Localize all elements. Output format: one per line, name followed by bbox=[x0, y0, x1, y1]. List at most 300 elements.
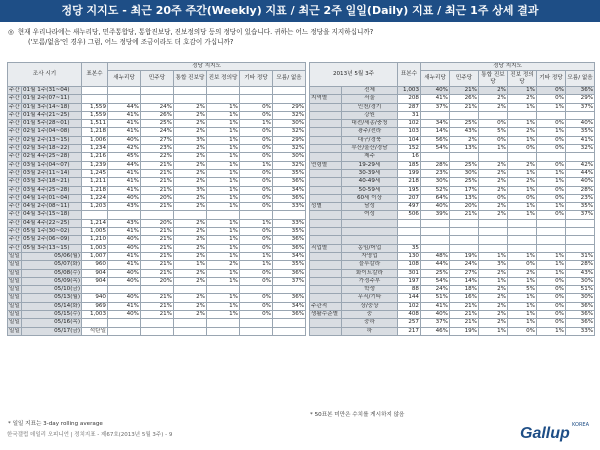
col-header: 모름/ 없음 bbox=[273, 71, 306, 87]
group-cell bbox=[310, 261, 342, 269]
value-cell: 0% bbox=[240, 153, 273, 161]
value-cell: 0% bbox=[537, 302, 566, 310]
party-group-header: 정당 지지도 bbox=[421, 63, 595, 71]
value-cell: 36% bbox=[273, 244, 306, 252]
value-cell: 2% bbox=[508, 95, 537, 103]
row-type-label: 주간 bbox=[9, 194, 20, 201]
value-cell: 34% bbox=[273, 302, 306, 310]
segment-cell: 서울 bbox=[342, 95, 398, 103]
value-cell bbox=[479, 153, 508, 161]
sample-cell: 497 bbox=[398, 203, 421, 211]
sample-cell: 1,214 bbox=[82, 219, 108, 227]
table-row bbox=[8, 186, 306, 194]
value-cell: 52% bbox=[421, 186, 450, 194]
value-cell: 41% bbox=[108, 228, 141, 236]
value-cell bbox=[108, 319, 141, 327]
value-cell: 1% bbox=[537, 103, 566, 111]
value-cell: 21% bbox=[141, 261, 174, 269]
value-cell: 37% bbox=[421, 103, 450, 111]
sample-cell: 1,211 bbox=[82, 178, 108, 186]
sample-cell: 217 bbox=[398, 327, 421, 335]
sample-cell: 1,218 bbox=[82, 128, 108, 136]
period-cell: 02월 2주(13~15) bbox=[22, 136, 82, 144]
col-header: 기타 정당 bbox=[537, 71, 566, 87]
period-cell: 05월 3주(13~15) bbox=[22, 244, 82, 252]
value-cell: 21% bbox=[141, 252, 174, 260]
value-cell: 0% bbox=[240, 111, 273, 119]
group-cell: 지역별 bbox=[310, 95, 342, 103]
table-row bbox=[8, 145, 306, 153]
row-type-label: 주간 bbox=[9, 128, 20, 135]
value-cell: 32% bbox=[273, 161, 306, 169]
value-cell: 21% bbox=[450, 311, 479, 319]
row-type-label: 주간 bbox=[9, 186, 20, 193]
value-cell: 1% bbox=[240, 161, 273, 169]
value-cell: 0% bbox=[240, 294, 273, 302]
value-cell: 13% bbox=[450, 145, 479, 153]
value-cell: 2% bbox=[508, 269, 537, 277]
value-cell: 40% bbox=[566, 178, 595, 186]
segment-cell: 중하 bbox=[342, 319, 398, 327]
value-cell: 40% bbox=[108, 244, 141, 252]
group-cell: 직업별 bbox=[310, 244, 342, 252]
period-cell: 03월 4주(25~28) bbox=[22, 186, 82, 194]
value-cell bbox=[566, 153, 595, 161]
value-cell bbox=[479, 244, 508, 252]
value-cell: 22% bbox=[141, 153, 174, 161]
value-cell bbox=[273, 286, 306, 294]
value-cell: 2% bbox=[479, 169, 508, 177]
value-cell: 2% bbox=[174, 294, 207, 302]
value-cell: 0% bbox=[240, 169, 273, 177]
value-cell: 40% bbox=[421, 87, 450, 95]
value-cell: 0% bbox=[240, 244, 273, 252]
value-cell bbox=[207, 87, 240, 95]
period-cell: 05/15(수) bbox=[22, 311, 82, 319]
sample-cell: 1,511 bbox=[82, 120, 108, 128]
value-cell bbox=[450, 244, 479, 252]
value-cell: 36% bbox=[566, 311, 595, 319]
table-row bbox=[8, 87, 306, 95]
segment-cell: 가정주부 bbox=[342, 277, 398, 285]
value-cell: 51% bbox=[421, 294, 450, 302]
value-cell: 37% bbox=[566, 103, 595, 111]
group-cell bbox=[310, 219, 342, 227]
col-header: 모름/ 없음 bbox=[566, 71, 595, 87]
value-cell bbox=[479, 219, 508, 227]
value-cell bbox=[141, 211, 174, 219]
table-row bbox=[310, 261, 595, 269]
value-cell bbox=[421, 111, 450, 119]
value-cell bbox=[141, 286, 174, 294]
table-row bbox=[310, 87, 595, 95]
value-cell: 34% bbox=[273, 186, 306, 194]
value-cell: 33% bbox=[273, 203, 306, 211]
sample-cell: 104 bbox=[398, 136, 421, 144]
table-row bbox=[310, 252, 595, 260]
value-cell bbox=[141, 327, 174, 335]
value-cell: 32% bbox=[273, 145, 306, 153]
table-row bbox=[310, 194, 595, 202]
value-cell bbox=[479, 228, 508, 236]
group-cell bbox=[310, 186, 342, 194]
value-cell: 1% bbox=[537, 203, 566, 211]
sample-cell bbox=[398, 219, 421, 227]
value-cell: 36% bbox=[273, 294, 306, 302]
value-cell: 30% bbox=[566, 294, 595, 302]
value-cell bbox=[141, 87, 174, 95]
party-group-header: 정당 지지도 bbox=[108, 63, 306, 71]
sample-cell: 1,216 bbox=[82, 153, 108, 161]
table-row bbox=[8, 111, 306, 119]
daily-note: * 일일 지표는 3-day rolling average bbox=[8, 421, 103, 427]
value-cell: 0% bbox=[508, 194, 537, 202]
value-cell bbox=[479, 236, 508, 244]
value-cell: 41% bbox=[108, 111, 141, 119]
table-row bbox=[310, 103, 595, 111]
value-cell: 1% bbox=[207, 244, 240, 252]
value-cell: 0% bbox=[240, 228, 273, 236]
value-cell: 1% bbox=[508, 252, 537, 260]
sample-cell: 1,245 bbox=[82, 169, 108, 177]
row-type-label: 주간 bbox=[9, 211, 20, 218]
value-cell: 27% bbox=[450, 269, 479, 277]
value-cell: 44% bbox=[108, 103, 141, 111]
value-cell bbox=[174, 95, 207, 103]
value-cell: 1% bbox=[207, 169, 240, 177]
value-cell bbox=[207, 319, 240, 327]
table-row bbox=[310, 277, 595, 285]
value-cell: 0% bbox=[537, 145, 566, 153]
value-cell: 2% bbox=[479, 319, 508, 327]
table-row bbox=[8, 269, 306, 277]
value-cell: 35% bbox=[273, 228, 306, 236]
value-cell: 1% bbox=[240, 261, 273, 269]
segment-cell: 화이트칼라 bbox=[342, 269, 398, 277]
table-row bbox=[8, 194, 306, 202]
question-line-1: 현재 우리나라에는 새누리당, 민주통합당, 통합진보당, 진보정의당 등의 정당이 있습니다. 귀하는 어느 정당을 지지하십니까? bbox=[17, 28, 374, 36]
value-cell: 45% bbox=[108, 153, 141, 161]
value-cell: 30% bbox=[421, 178, 450, 186]
segment-cell: 하 bbox=[342, 327, 398, 335]
value-cell bbox=[421, 236, 450, 244]
period-cell: 04월 2주(08~11) bbox=[22, 203, 82, 211]
value-cell bbox=[174, 286, 207, 294]
value-cell: 21% bbox=[141, 228, 174, 236]
value-cell: 1% bbox=[508, 186, 537, 194]
row-type-label: 일일 bbox=[9, 327, 20, 334]
value-cell bbox=[537, 153, 566, 161]
period-cell: 05/09(목) bbox=[22, 277, 82, 285]
value-cell: 2% bbox=[508, 161, 537, 169]
value-cell bbox=[174, 211, 207, 219]
segment-cell: 여성 bbox=[342, 211, 398, 219]
value-cell: 21% bbox=[141, 244, 174, 252]
sample-cell: 1,005 bbox=[82, 228, 108, 236]
value-cell: 1% bbox=[207, 161, 240, 169]
table-row bbox=[310, 136, 595, 144]
value-cell: 41% bbox=[566, 136, 595, 144]
value-cell: 1% bbox=[508, 103, 537, 111]
segment-cell: 제주 bbox=[342, 153, 398, 161]
period-cell: 05/08(수) bbox=[22, 269, 82, 277]
value-cell: 21% bbox=[141, 203, 174, 211]
value-cell: 0% bbox=[240, 128, 273, 136]
value-cell bbox=[508, 228, 537, 236]
group-cell bbox=[310, 111, 342, 119]
group-cell bbox=[310, 194, 342, 202]
period-cell: 05월 1주(30~02) bbox=[22, 228, 82, 236]
value-cell: 0% bbox=[240, 302, 273, 310]
row-type-label: 주간 bbox=[9, 103, 20, 110]
row-type-label: 일일 bbox=[9, 277, 20, 284]
value-cell: 43% bbox=[108, 203, 141, 211]
value-cell: 20% bbox=[141, 194, 174, 202]
value-cell: 1% bbox=[207, 136, 240, 144]
sample-cell: 144 bbox=[398, 294, 421, 302]
value-cell: 43% bbox=[108, 219, 141, 227]
table-row bbox=[8, 95, 306, 103]
value-cell: 0% bbox=[537, 311, 566, 319]
group-cell bbox=[310, 136, 342, 144]
value-cell: 1% bbox=[207, 302, 240, 310]
value-cell bbox=[207, 327, 240, 335]
value-cell: 43% bbox=[450, 128, 479, 136]
value-cell bbox=[174, 327, 207, 335]
value-cell: 1% bbox=[207, 228, 240, 236]
value-cell bbox=[240, 327, 273, 335]
table-row bbox=[310, 111, 595, 119]
value-cell bbox=[207, 211, 240, 219]
value-cell: 21% bbox=[450, 211, 479, 219]
sample-cell bbox=[82, 319, 108, 327]
value-cell: 40% bbox=[108, 311, 141, 319]
sample-cell: 185 bbox=[398, 161, 421, 169]
segment-cell: 상/중상 bbox=[342, 302, 398, 310]
value-cell bbox=[508, 219, 537, 227]
value-cell: 44% bbox=[421, 261, 450, 269]
value-cell: 2% bbox=[174, 161, 207, 169]
value-cell: 1% bbox=[537, 261, 566, 269]
value-cell: 21% bbox=[141, 169, 174, 177]
group-cell bbox=[310, 169, 342, 177]
value-cell bbox=[421, 244, 450, 252]
value-cell: 1% bbox=[479, 252, 508, 260]
value-cell: 2% bbox=[479, 95, 508, 103]
value-cell: 41% bbox=[108, 128, 141, 136]
value-cell: 21% bbox=[141, 161, 174, 169]
col-header: 새누리당 bbox=[108, 71, 141, 87]
sample-cell: 35 bbox=[398, 244, 421, 252]
value-cell: 2% bbox=[207, 261, 240, 269]
value-cell: 0% bbox=[240, 178, 273, 186]
value-cell: 21% bbox=[141, 178, 174, 186]
value-cell bbox=[566, 219, 595, 227]
row-type-label: 일일 bbox=[9, 269, 20, 276]
value-cell: 0% bbox=[537, 136, 566, 144]
sample-cell: 904 bbox=[82, 277, 108, 285]
table-row bbox=[8, 211, 306, 219]
col-header: 민주당 bbox=[141, 71, 174, 87]
value-cell bbox=[537, 219, 566, 227]
table-row bbox=[8, 286, 306, 294]
value-cell: 35% bbox=[273, 169, 306, 177]
row-type-label: 주간 bbox=[9, 120, 20, 127]
row-type-label: 일일 bbox=[9, 286, 20, 293]
value-cell: 0% bbox=[537, 120, 566, 128]
value-cell: 32% bbox=[273, 111, 306, 119]
segment-cell: 학생 bbox=[342, 286, 398, 294]
sample-cell: 287 bbox=[398, 103, 421, 111]
value-cell: 1% bbox=[537, 178, 566, 186]
value-cell: 0% bbox=[240, 194, 273, 202]
value-cell: 40% bbox=[108, 136, 141, 144]
value-cell: 1% bbox=[207, 294, 240, 302]
value-cell bbox=[450, 153, 479, 161]
value-cell bbox=[174, 87, 207, 95]
value-cell bbox=[421, 228, 450, 236]
group-cell bbox=[310, 103, 342, 111]
value-cell: 2% bbox=[174, 228, 207, 236]
table-row bbox=[8, 319, 306, 327]
group-cell: 생활수준별 bbox=[310, 311, 342, 319]
value-cell bbox=[141, 95, 174, 103]
period-cell: 05/10(금) bbox=[22, 286, 82, 294]
table-row bbox=[310, 145, 595, 153]
sample-cell: 1,003 bbox=[82, 311, 108, 319]
value-cell: 2% bbox=[174, 269, 207, 277]
value-cell: 40% bbox=[108, 236, 141, 244]
value-cell: 29% bbox=[273, 103, 306, 111]
table-row bbox=[8, 252, 306, 260]
value-cell: 16% bbox=[450, 294, 479, 302]
value-cell bbox=[508, 111, 537, 119]
value-cell: 1% bbox=[537, 128, 566, 136]
group-cell bbox=[310, 286, 342, 294]
value-cell: 1% bbox=[508, 203, 537, 211]
sample-cell bbox=[82, 211, 108, 219]
value-cell: 54% bbox=[421, 277, 450, 285]
value-cell: 56% bbox=[421, 136, 450, 144]
value-cell bbox=[508, 153, 537, 161]
value-cell: 0% bbox=[240, 136, 273, 144]
group-cell bbox=[310, 120, 342, 128]
value-cell: 2% bbox=[479, 286, 508, 294]
segment-cell: 40-49세 bbox=[342, 178, 398, 186]
table-row bbox=[310, 327, 595, 335]
value-cell: 2% bbox=[174, 103, 207, 111]
segment-cell: 전체 bbox=[342, 87, 398, 95]
value-cell bbox=[537, 244, 566, 252]
question-text bbox=[8, 27, 593, 47]
sample-cell: 130 bbox=[398, 252, 421, 260]
value-cell: 1% bbox=[207, 111, 240, 119]
value-cell bbox=[240, 286, 273, 294]
sample-cell: 1,224 bbox=[82, 194, 108, 202]
value-cell: 1% bbox=[207, 203, 240, 211]
value-cell bbox=[566, 236, 595, 244]
sample-cell: 152 bbox=[398, 145, 421, 153]
value-cell: 1% bbox=[207, 277, 240, 285]
value-cell: 0% bbox=[537, 161, 566, 169]
table-row bbox=[310, 203, 595, 211]
detail-table bbox=[309, 62, 595, 336]
sample-cell: 1,003 bbox=[398, 87, 421, 95]
value-cell: 40% bbox=[108, 277, 141, 285]
col-header: 통합 진보당 bbox=[174, 71, 207, 87]
value-cell: 42% bbox=[108, 145, 141, 153]
table-row bbox=[310, 178, 595, 186]
table-row bbox=[8, 244, 306, 252]
col-header: 진보 정의당 bbox=[207, 71, 240, 87]
row-type-label: 일일 bbox=[9, 261, 20, 268]
value-cell: 0% bbox=[479, 194, 508, 202]
sample-cell: 1,234 bbox=[82, 145, 108, 153]
value-cell: 2% bbox=[479, 203, 508, 211]
sample-cell: 1,007 bbox=[82, 252, 108, 260]
value-cell bbox=[207, 286, 240, 294]
value-cell bbox=[108, 327, 141, 335]
segment-cell: 인천/경기 bbox=[342, 103, 398, 111]
value-cell: 0% bbox=[240, 236, 273, 244]
value-cell: 2% bbox=[174, 277, 207, 285]
value-cell: 41% bbox=[108, 261, 141, 269]
value-cell: 46% bbox=[421, 327, 450, 335]
value-cell: 36% bbox=[566, 87, 595, 95]
value-cell: 24% bbox=[450, 261, 479, 269]
value-cell: 2% bbox=[479, 87, 508, 95]
segment-cell: 광주/전라 bbox=[342, 128, 398, 136]
value-cell: 1% bbox=[537, 327, 566, 335]
value-cell: 21% bbox=[141, 302, 174, 310]
value-cell: 1% bbox=[479, 145, 508, 153]
row-type-label: 일일 bbox=[9, 311, 20, 318]
gallup-logo bbox=[520, 422, 595, 444]
table-row bbox=[310, 161, 595, 169]
value-cell: 1% bbox=[479, 277, 508, 285]
value-cell: 1% bbox=[537, 169, 566, 177]
table-row bbox=[8, 169, 306, 177]
value-cell: 24% bbox=[141, 128, 174, 136]
value-cell: 1% bbox=[240, 120, 273, 128]
table-row bbox=[310, 311, 595, 319]
value-cell: 0% bbox=[508, 327, 537, 335]
value-cell: 0% bbox=[240, 269, 273, 277]
table-row bbox=[8, 153, 306, 161]
value-cell: 40% bbox=[566, 120, 595, 128]
value-cell: 2% bbox=[174, 302, 207, 310]
segment-cell bbox=[342, 219, 398, 227]
value-cell: 3% bbox=[174, 136, 207, 144]
period-cell: 05/17(금) bbox=[22, 327, 82, 335]
value-cell: 48% bbox=[421, 252, 450, 260]
value-cell bbox=[141, 319, 174, 327]
period-cell: 03월 2주(11~14) bbox=[22, 169, 82, 177]
value-cell: 3% bbox=[479, 261, 508, 269]
group-cell bbox=[310, 145, 342, 153]
group-cell bbox=[310, 294, 342, 302]
logo-korea: KOREA bbox=[572, 422, 589, 428]
table-row bbox=[8, 178, 306, 186]
row-type-label: 주간 bbox=[9, 228, 20, 235]
value-cell: 0% bbox=[537, 194, 566, 202]
sample-cell: 석탄일 bbox=[82, 327, 108, 335]
value-cell: 40% bbox=[421, 203, 450, 211]
group-cell bbox=[310, 87, 342, 95]
period-cell: 05/06(월) bbox=[22, 252, 82, 260]
value-cell: 30% bbox=[566, 277, 595, 285]
row-type-label: 주간 bbox=[9, 178, 20, 185]
